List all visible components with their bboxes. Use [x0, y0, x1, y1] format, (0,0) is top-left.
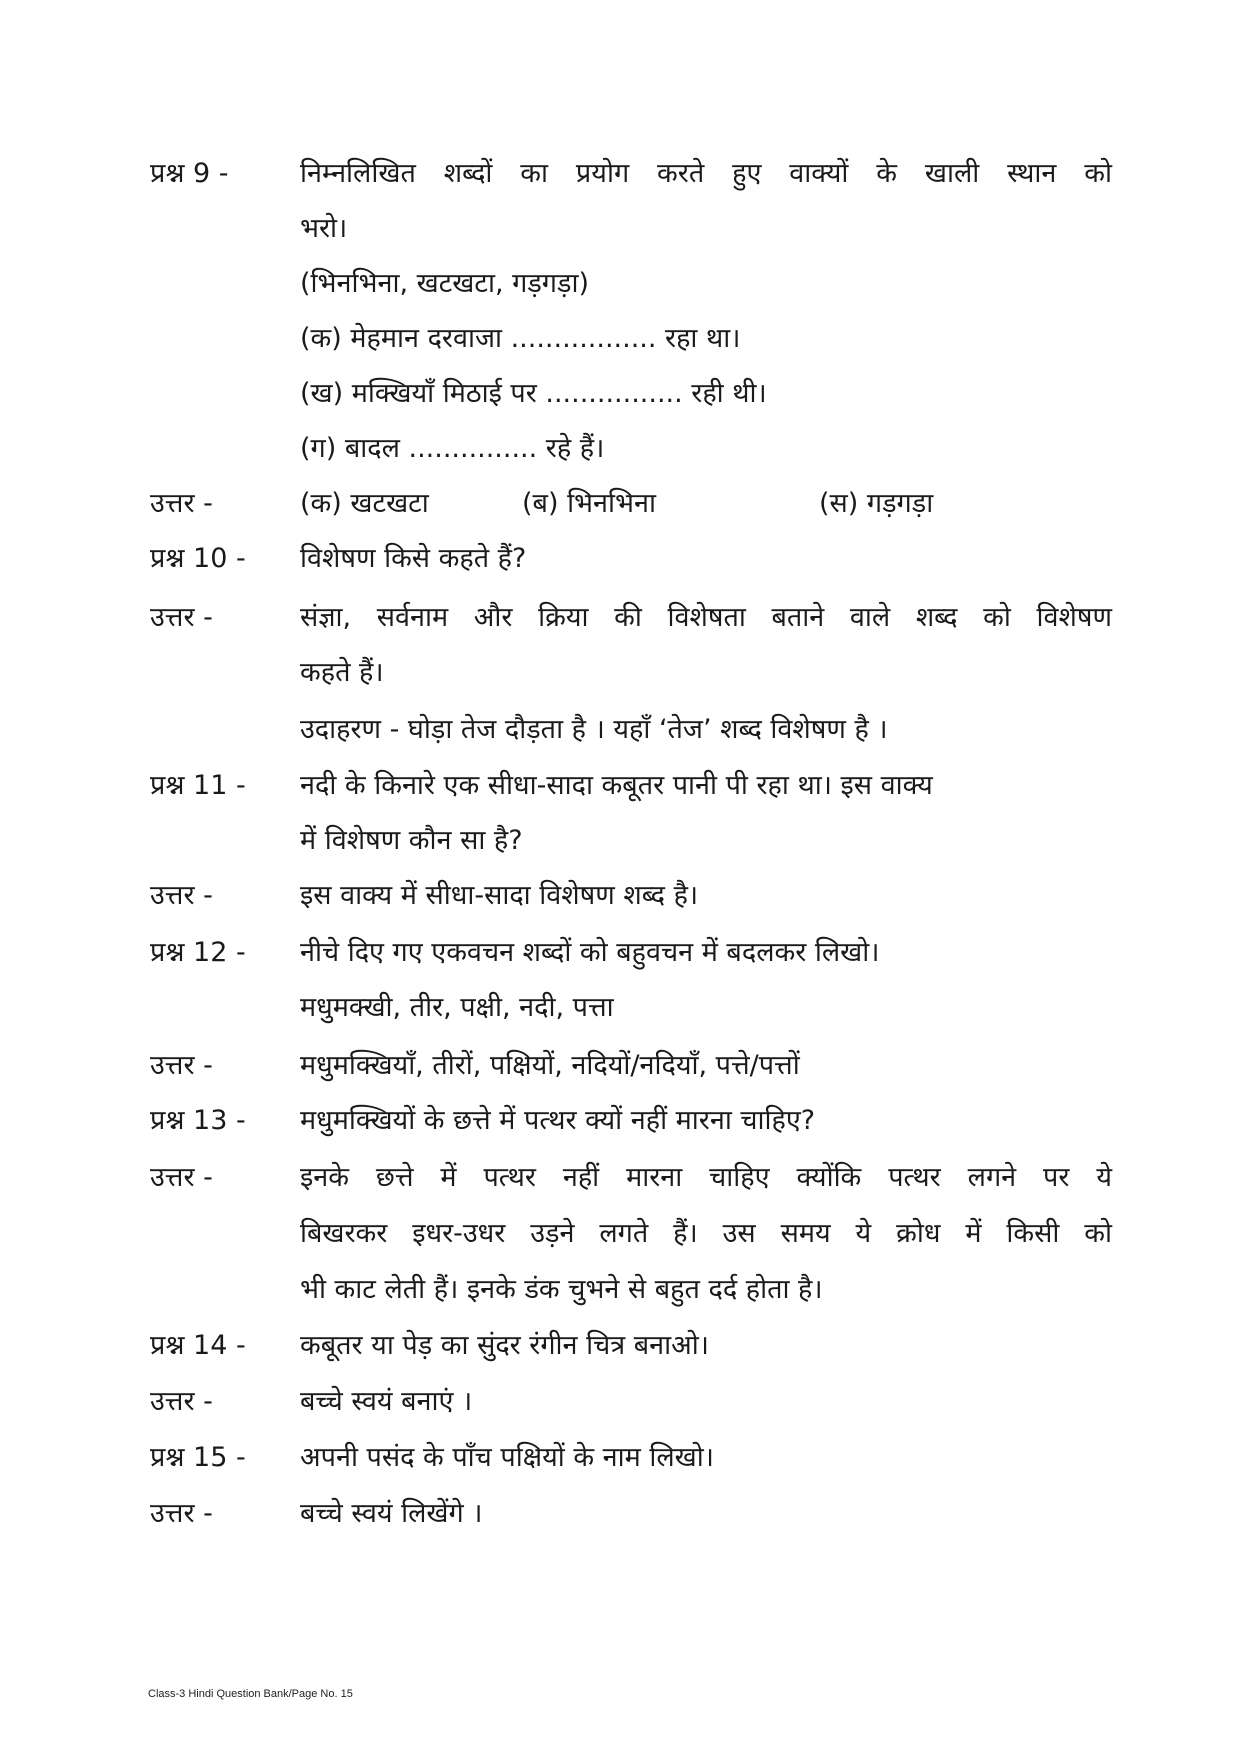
answer-12 — [0, 1038, 1241, 1094]
answer-text: भी काट लेती हैं। इनके डंक चुभने से बहुत दर्द होता है। — [300, 1274, 823, 1305]
question-text: में विशेषण कौन सा है? — [300, 825, 523, 856]
question-14 — [0, 1318, 1241, 1374]
question-label: प्रश्न 12 - — [150, 937, 246, 968]
question-label: प्रश्न 9 - — [150, 158, 229, 189]
question-text: नीचे दिए गए एकवचन शब्दों को बहुवचन में बदलकर लिखो। — [300, 937, 880, 968]
question-label: प्रश्न 14 - — [150, 1330, 246, 1361]
answer-text: संज्ञा, सर्वनाम और क्रिया की विशेषता बताने वाले शब्द को विशेषण — [300, 602, 1112, 633]
answer-label: उत्तर - — [150, 1498, 213, 1529]
fill-blank-item: (ख) मक्खियाँ मिठाई पर ................ रही थी। — [300, 378, 767, 409]
question-11 — [0, 758, 1241, 814]
question-12-word-list — [0, 980, 1241, 1036]
question-9-blank-c — [0, 421, 1241, 477]
answer-item-c: (स) गड़गड़ा — [819, 488, 934, 519]
answer-item-a: (क) खटखटा — [300, 488, 429, 519]
answer-15 — [0, 1486, 1241, 1542]
answer-label: उत्तर - — [150, 1386, 213, 1417]
answer-item-b: (ब) भिनभिना — [522, 488, 656, 519]
fill-blank-item: (ग) बादल ............... रहे हैं। — [300, 433, 605, 464]
answer-text: बिखरकर इधर-उधर उड़ने लगते हैं। उस समय ये क्रोध में किसी को — [300, 1218, 1112, 1249]
answer-13-line-3 — [0, 1262, 1241, 1318]
question-12 — [0, 925, 1241, 981]
answer-13-line-2 — [0, 1206, 1241, 1262]
answer-label: उत्तर - — [150, 602, 213, 633]
question-text: निम्नलिखित शब्दों का प्रयोग करते हुए वाक्यों के खाली स्थान को — [300, 158, 1112, 189]
question-9-blank-b — [0, 366, 1241, 422]
answer-text: बच्चे स्वयं लिखेंगे । — [300, 1498, 483, 1529]
question-label: प्रश्न 13 - — [150, 1105, 246, 1136]
word-list: (भिनभिना, खटखटा, गड़गड़ा) — [300, 268, 589, 299]
answer-text: बच्चे स्वयं बनाएं । — [300, 1386, 473, 1417]
question-label: प्रश्न 11 - — [150, 770, 246, 801]
answer-10-example — [0, 702, 1241, 758]
answer-11 — [0, 868, 1241, 924]
question-text: कबूतर या पेड़ का सुंदर रंगीन चित्र बनाओ। — [300, 1330, 709, 1361]
answer-label: उत्तर - — [150, 880, 213, 911]
question-label: प्रश्न 10 - — [150, 543, 246, 574]
question-9-line-2 — [0, 201, 1241, 257]
fill-blank-item: (क) मेहमान दरवाजा ................. रहा था। — [300, 323, 741, 354]
question-10 — [0, 531, 1241, 587]
answer-label: उत्तर - — [150, 488, 213, 519]
page-footer: Class-3 Hindi Question Bank/Page No. 15 — [148, 1688, 353, 1700]
answer-text: इस वाक्य में सीधा-सादा विशेषण शब्द है। — [300, 880, 699, 911]
question-9-blank-a — [0, 311, 1241, 367]
answer-14 — [0, 1374, 1241, 1430]
answer-text: कहते हैं। — [300, 657, 384, 688]
answer-text: इनके छत्ते में पत्थर नहीं मारना चाहिए क्योंकि पत्थर लगने पर ये — [300, 1162, 1112, 1193]
question-text: अपनी पसंद के पाँच पक्षियों के नाम लिखो। — [300, 1442, 714, 1473]
question-text: विशेषण किसे कहते हैं? — [300, 543, 527, 574]
example-text: उदाहरण - घोड़ा तेज दौड़ता है । यहाँ ‘तेज’ शब्द विशेषण है । — [300, 714, 888, 745]
question-13 — [0, 1093, 1241, 1149]
question-text: मधुमक्खियों के छत्ते में पत्थर क्यों नहीं मारना चाहिए? — [300, 1105, 816, 1136]
answer-9 — [0, 476, 1241, 532]
question-text: नदी के किनारे एक सीधा-सादा कबूतर पानी पी रहा था। इस वाक्य — [300, 770, 933, 801]
answer-10 — [0, 590, 1241, 646]
answer-label: उत्तर - — [150, 1050, 213, 1081]
question-text: भरो। — [300, 213, 348, 244]
answer-text: मधुमक्खियाँ, तीरों, पक्षियों, नदियों/नदियाँ, पत्ते/पत्तों — [300, 1050, 800, 1081]
question-11-line-2 — [0, 813, 1241, 869]
question-9-word-list — [0, 256, 1241, 312]
answer-10-line-2 — [0, 645, 1241, 701]
word-list: मधुमक्खी, तीर, पक्षी, नदी, पत्ता — [300, 992, 614, 1023]
question-label: प्रश्न 15 - — [150, 1442, 246, 1473]
answer-13 — [0, 1150, 1241, 1206]
question-15 — [0, 1430, 1241, 1486]
answer-label: उत्तर - — [150, 1162, 213, 1193]
question-9 — [0, 146, 1241, 202]
